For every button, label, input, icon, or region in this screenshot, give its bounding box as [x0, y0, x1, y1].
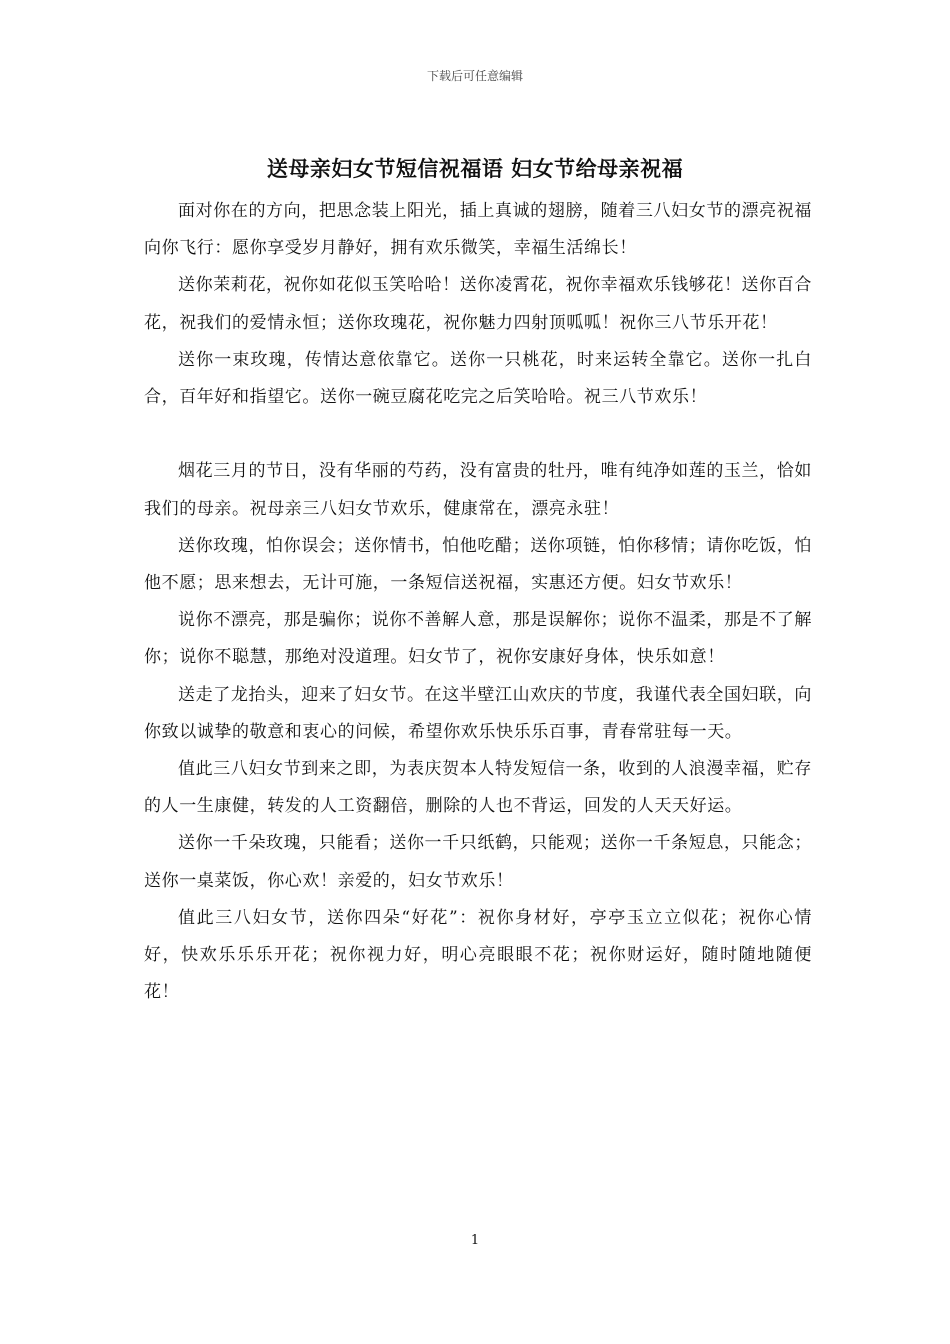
- paragraph: 送你玫瑰，怕你误会；送你情书，怕他吃醋；送你项链，怕你移情；请你吃饭，怕他不愿；思来想去，无计可施，一条短信送祝福，实惠还方便。妇女节欢乐！: [144, 535, 812, 594]
- document-body: [144, 193, 812, 1011]
- paragraph: 值此三八妇女节到来之即，为表庆贺本人特发短信一条，收到的人浪漫幸福，贮存的人一生康健，转发的人工资翻倍，删除的人也不背运，回发的人天天好运。: [144, 759, 812, 817]
- header-note: 下载后可任意编辑: [426, 69, 523, 83]
- paragraph: 送你一千朵玫瑰，只能看；送你一千只纸鹤，只能观；送你一千条短息，只能念；送你一桌菜饭，你心欢！亲爱的，妇女节欢乐！: [144, 833, 812, 891]
- paragraph: 送走了龙抬头，迎来了妇女节。在这半壁江山欢庆的节度，我谨代表全国妇联，向你致以诚挚的敬意和衷心的问候，希望你欢乐快乐乐百事，青春常驻每一天。: [144, 684, 812, 742]
- page-number: 1: [470, 1233, 480, 1248]
- paragraph: 送你茉莉花，祝你如花似玉笑哈哈！送你凌霄花，祝你幸福欢乐钱够花！送你百合花，祝我们的爱情永恒；送你玫瑰花，祝你魅力四射顶呱呱！祝你三八节乐开花！: [144, 275, 812, 333]
- paragraph: 烟花三月的节日，没有华丽的芍药，没有富贵的牡丹，唯有纯净如莲的玉兰，恰如我们的母亲。祝母亲三八妇女节欢乐，健康常在，漂亮永驻！: [144, 461, 812, 519]
- document-title: 送母亲妇女节短信祝福语 妇女节给母亲祝福: [266, 156, 684, 181]
- paragraph-spacer: [144, 416, 812, 453]
- paragraph: 面对你在的方向，把思念装上阳光，插上真诚的翅膀，随着三八妇女节的漂亮祝福向你飞行：愿你享受岁月静好，拥有欢乐微笑，幸福生活绵长！: [144, 201, 812, 259]
- paragraph: 送你一束玫瑰，传情达意依靠它。送你一只桃花，时来运转全靠它。送你一扎白合，百年好和指望它。送你一碗豆腐花吃完之后笑哈哈。祝三八节欢乐！: [144, 349, 812, 408]
- paragraph: 值此三八妇女节，送你四朵“好花”：祝你身材好，亭亭玉立立似花；祝你心情好，快欢乐乐乐开花；祝你视力好，明心亮眼眼不花；祝你财运好，随时随地随便花！: [144, 907, 812, 1003]
- paragraph: 说你不漂亮，那是骗你；说你不善解人意，那是误解你；说你不温柔，那是不了解你；说你不聪慧，那绝对没道理。妇女节了，祝你安康好身体，快乐如意！: [144, 610, 812, 668]
